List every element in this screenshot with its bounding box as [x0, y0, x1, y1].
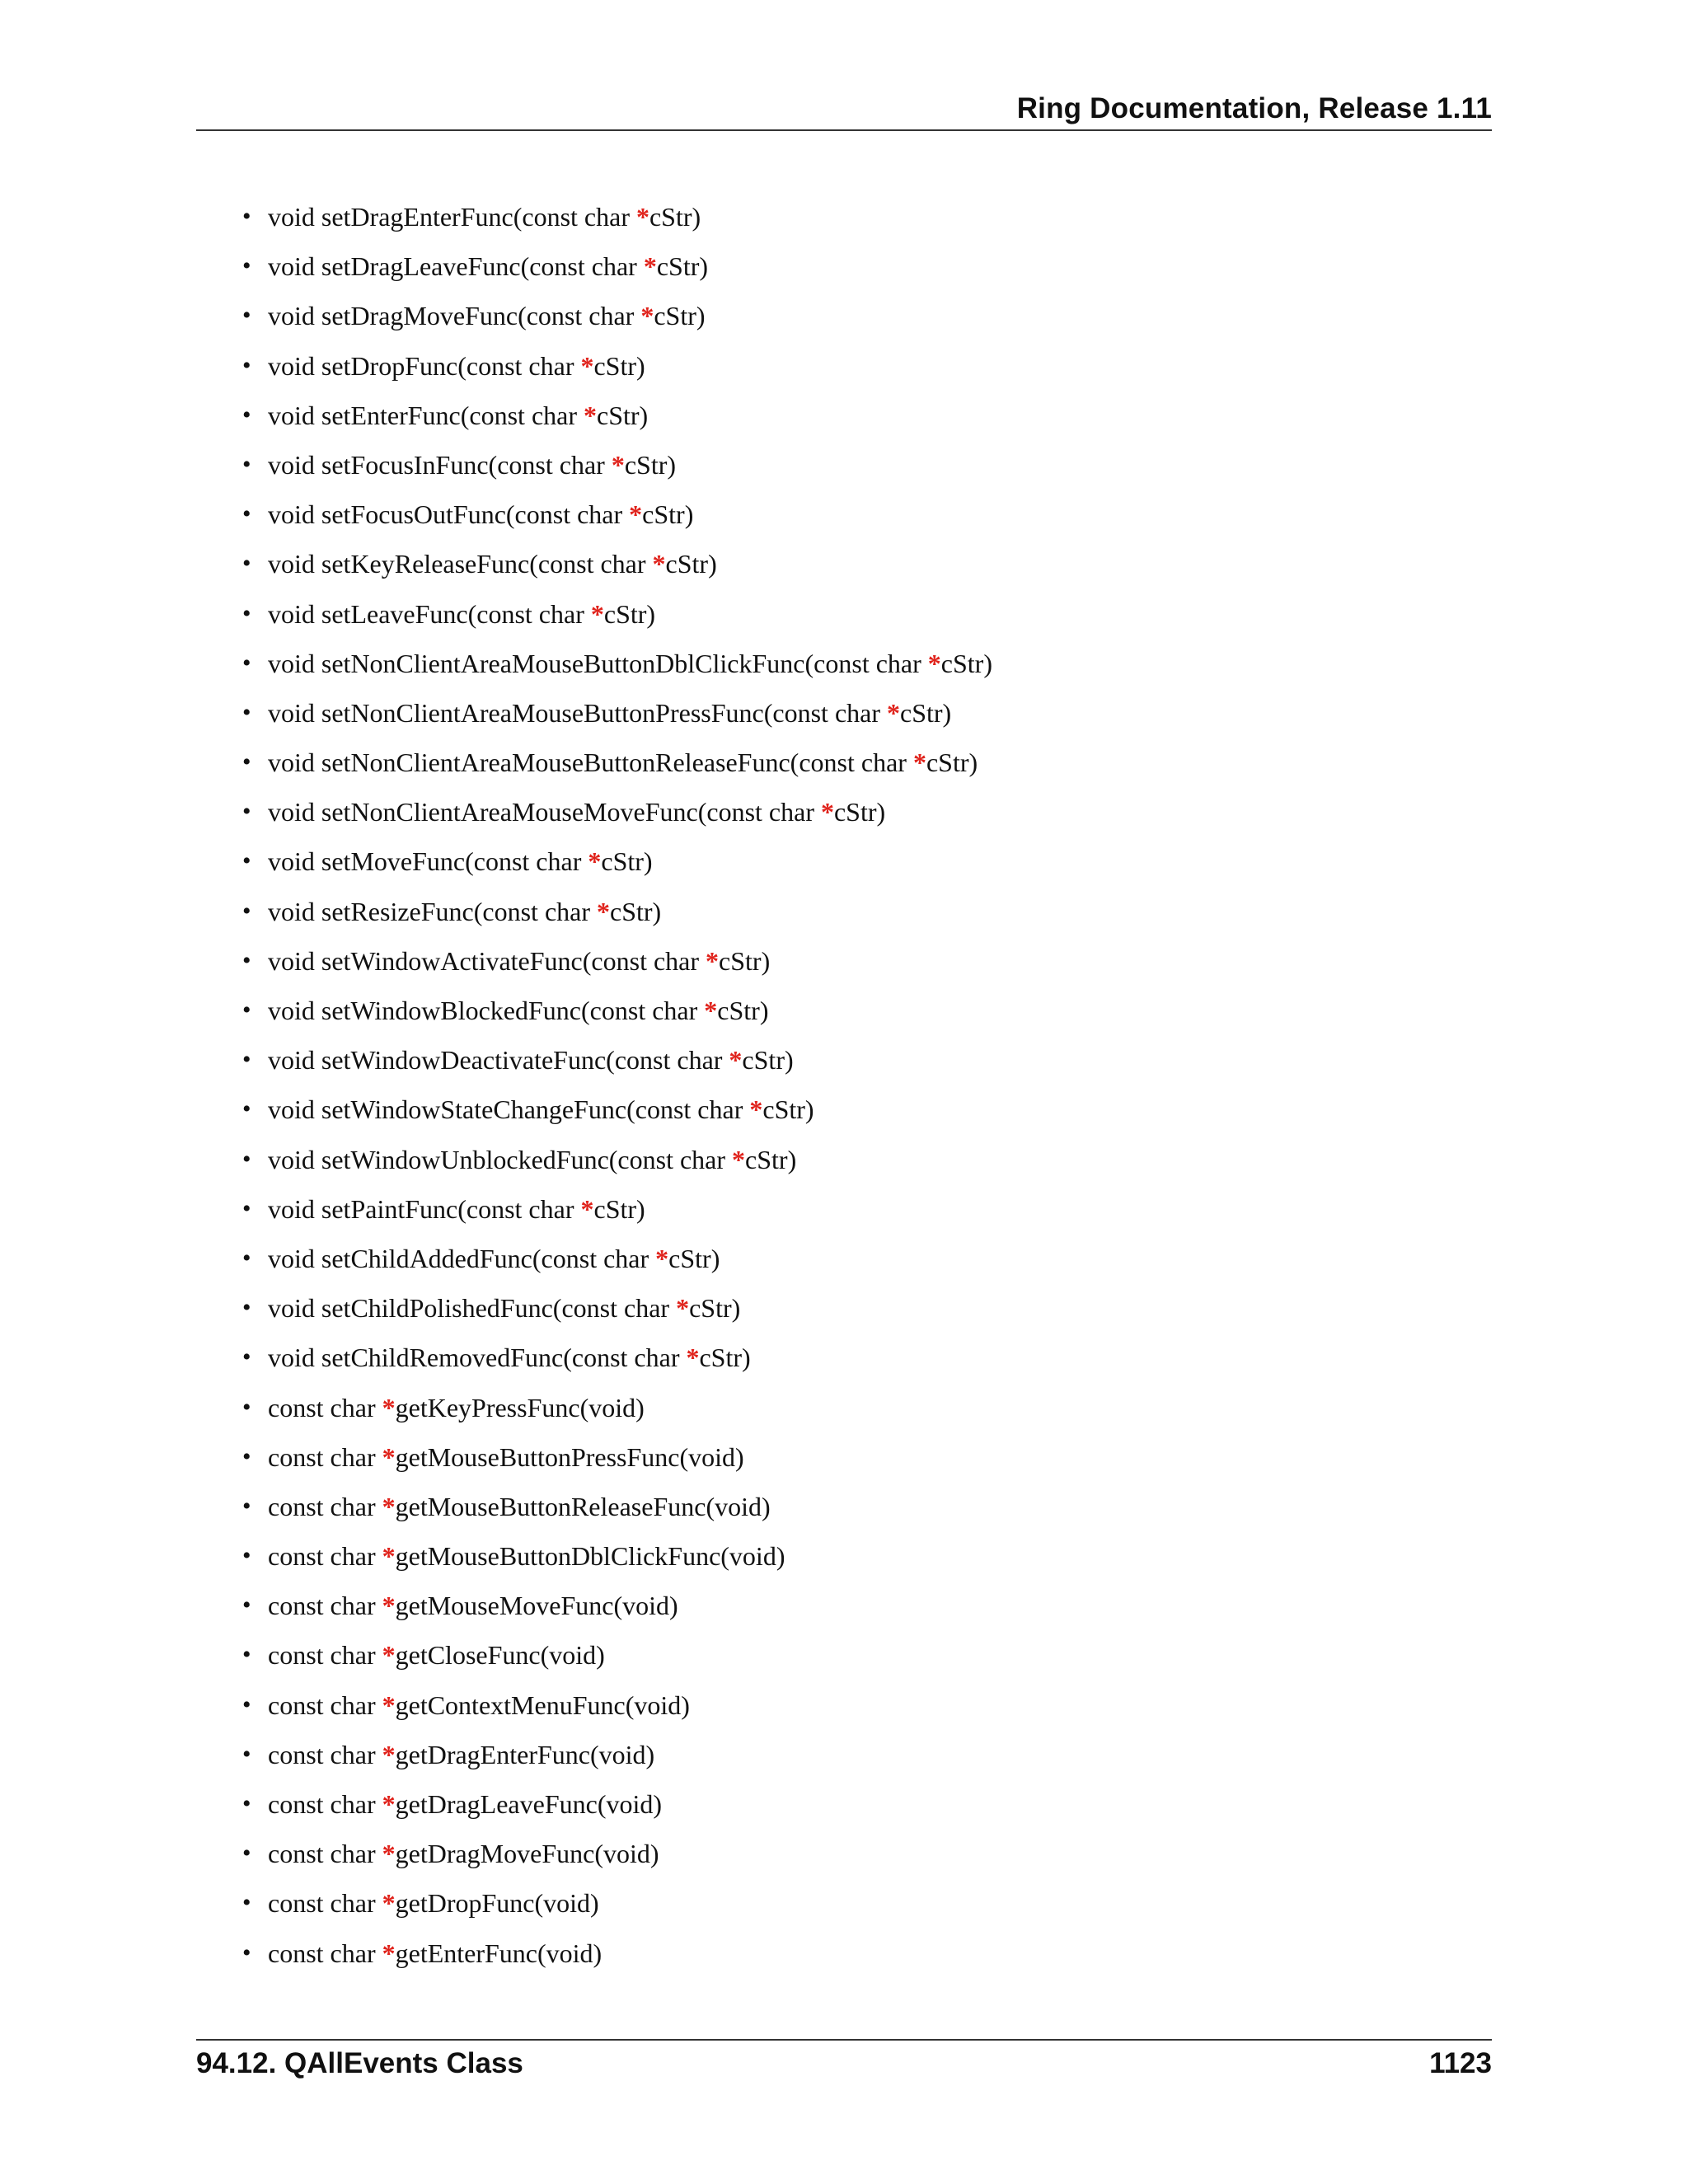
bullet-icon: •: [242, 1244, 251, 1272]
signature-prefix: void setResizeFunc(const char: [268, 896, 597, 926]
pointer-asterisk: *: [580, 1193, 594, 1224]
signature-suffix: getMouseMoveFunc(void): [395, 1591, 678, 1621]
bullet-icon: •: [242, 1492, 251, 1520]
signature-prefix: void setPaintFunc(const char: [268, 1193, 581, 1224]
bullet-icon: •: [242, 1343, 251, 1371]
signature-suffix: cStr): [833, 797, 886, 827]
method-signature: [268, 1680, 690, 1730]
pointer-asterisk: *: [584, 400, 597, 430]
signature-suffix: cStr): [624, 449, 677, 480]
bullet-icon: •: [242, 1046, 251, 1074]
pointer-asterisk: *: [382, 1640, 396, 1671]
method-signature: [268, 688, 951, 738]
signature-suffix: cStr): [699, 1343, 751, 1373]
pointer-asterisk: *: [382, 1441, 396, 1472]
signature-prefix: void setWindowActivateFunc(const char: [268, 945, 706, 976]
pointer-asterisk: *: [749, 1094, 763, 1125]
pointer-asterisk: *: [927, 648, 941, 678]
method-signature: [268, 341, 645, 391]
method-signature: [268, 936, 770, 986]
signature-prefix: void setDragEnterFunc(const char: [268, 202, 636, 232]
method-signature: [268, 539, 717, 588]
bullet-icon: •: [242, 203, 251, 230]
signature-prefix: void setFocusInFunc(const char: [268, 449, 612, 480]
method-signature: [268, 837, 653, 886]
signature-prefix: void setWindowBlockedFunc(const char: [268, 996, 705, 1025]
signature-prefix: const char: [268, 1541, 382, 1572]
pointer-asterisk: *: [629, 499, 643, 530]
method-signature: [268, 1383, 645, 1432]
signature-prefix: const char: [268, 1739, 382, 1769]
bullet-icon: •: [242, 450, 251, 478]
pointer-asterisk: *: [382, 1839, 396, 1869]
footer-divider: [196, 2039, 1492, 2041]
signature-suffix: cStr): [593, 350, 645, 381]
method-signature: [268, 589, 655, 639]
signature-suffix: cStr): [601, 846, 653, 877]
bullet-icon: •: [242, 1294, 251, 1322]
bullet-icon: •: [242, 798, 251, 826]
signature-suffix: getEnterFunc(void): [395, 1938, 603, 1968]
signature-suffix: cStr): [717, 996, 769, 1025]
method-signature: [268, 1283, 740, 1333]
signature-prefix: const char: [268, 1491, 382, 1521]
signature-suffix: getMouseButtonPressFunc(void): [395, 1441, 744, 1472]
bullet-icon: •: [242, 1938, 251, 1966]
bullet-icon: •: [242, 351, 251, 379]
bullet-icon: •: [242, 1690, 251, 1718]
method-signature: [268, 1630, 605, 1680]
page-header-title: Ring Documentation, Release 1.11: [1016, 92, 1492, 124]
method-signature: [268, 1035, 794, 1085]
pointer-asterisk: *: [704, 996, 718, 1025]
signature-prefix: void setWindowDeactivateFunc(const char: [268, 1045, 729, 1076]
signature-prefix: const char: [268, 1888, 382, 1919]
bullet-icon: •: [242, 1740, 251, 1768]
signature-suffix: cStr): [940, 648, 992, 678]
pointer-asterisk: *: [676, 1293, 690, 1324]
signature-prefix: void setLeaveFunc(const char: [268, 598, 591, 629]
pointer-asterisk: *: [611, 449, 625, 480]
signature-prefix: void setDropFunc(const char: [268, 350, 581, 381]
signature-prefix: void setWindowUnblockedFunc(const char: [268, 1144, 733, 1174]
pointer-asterisk: *: [652, 549, 666, 579]
signature-suffix: cStr): [668, 1243, 720, 1273]
pointer-asterisk: *: [382, 1491, 396, 1521]
signature-suffix: cStr): [603, 598, 656, 629]
signature-prefix: void setFocusOutFunc(const char: [268, 499, 630, 530]
pointer-asterisk: *: [640, 301, 654, 331]
signature-suffix: cStr): [926, 748, 978, 778]
pointer-asterisk: *: [597, 896, 610, 926]
signature-suffix: cStr): [610, 896, 662, 926]
method-signature: [268, 639, 992, 688]
method-signature: [268, 490, 693, 539]
signature-suffix: cStr): [665, 549, 717, 579]
signature-prefix: const char: [268, 1392, 382, 1422]
bullet-icon: •: [242, 748, 251, 776]
signature-prefix: const char: [268, 1789, 382, 1819]
bullet-icon: •: [242, 599, 251, 627]
signature-suffix: getDragMoveFunc(void): [395, 1839, 659, 1869]
signature-suffix: cStr): [745, 1144, 797, 1174]
pointer-asterisk: *: [382, 1938, 396, 1968]
bullet-icon: •: [242, 897, 251, 925]
signature-prefix: const char: [268, 1839, 382, 1869]
method-signature: [268, 1135, 796, 1184]
bullet-icon: •: [242, 847, 251, 875]
pointer-asterisk: *: [382, 1541, 396, 1572]
footer-section-title: 94.12. QAllEvents Class: [196, 2047, 523, 2079]
method-signature: [268, 1581, 678, 1630]
pointer-asterisk: *: [686, 1343, 700, 1373]
bullet-icon: •: [242, 698, 251, 726]
bullet-icon: •: [242, 252, 251, 280]
bullet-icon: •: [242, 649, 251, 677]
signature-prefix: void setKeyReleaseFunc(const char: [268, 549, 653, 579]
signature-prefix: const char: [268, 1690, 382, 1720]
method-signature: [268, 1531, 785, 1581]
signature-suffix: getMouseButtonDblClickFunc(void): [395, 1541, 785, 1572]
signature-prefix: void setChildRemovedFunc(const char: [268, 1343, 687, 1373]
bullet-icon: •: [242, 1145, 251, 1173]
pointer-asterisk: *: [635, 202, 649, 232]
signature-prefix: void setWindowStateChangeFunc(const char: [268, 1094, 750, 1125]
method-signature: [268, 986, 768, 1035]
pointer-asterisk: *: [382, 1591, 396, 1621]
method-signature: [268, 291, 706, 340]
signature-suffix: cStr): [719, 945, 771, 976]
method-signature: [268, 1234, 720, 1283]
bullet-icon: •: [242, 1840, 251, 1868]
method-signature: [268, 1730, 654, 1779]
method-signature: [268, 192, 701, 241]
pointer-asterisk: *: [729, 1045, 743, 1076]
pointer-asterisk: *: [912, 748, 926, 778]
footer-page-number: 1123: [1429, 2047, 1492, 2079]
signature-suffix: getKeyPressFunc(void): [395, 1392, 645, 1422]
signature-suffix: cStr): [597, 400, 649, 430]
signature-suffix: cStr): [642, 499, 694, 530]
bullet-icon: •: [242, 550, 251, 578]
method-signature: [268, 241, 708, 291]
bullet-icon: •: [242, 1889, 251, 1917]
signature-prefix: const char: [268, 1938, 382, 1968]
bullet-icon: •: [242, 1442, 251, 1470]
method-signature: [268, 1878, 599, 1928]
bullet-icon: •: [242, 1641, 251, 1669]
signature-suffix: cStr): [654, 301, 706, 331]
pointer-asterisk: *: [588, 846, 602, 877]
bullet-icon: •: [242, 1542, 251, 1570]
method-signature: [268, 1779, 662, 1829]
signature-suffix: getDragEnterFunc(void): [395, 1739, 655, 1769]
signature-prefix: const char: [268, 1640, 382, 1671]
signature-suffix: getDragLeaveFunc(void): [395, 1789, 663, 1819]
method-signature: [268, 1085, 814, 1134]
bullet-icon: •: [242, 1095, 251, 1123]
signature-prefix: void setDragLeaveFunc(const char: [268, 251, 644, 282]
method-signature: [268, 440, 676, 490]
bullet-icon: •: [242, 996, 251, 1024]
pointer-asterisk: *: [382, 1392, 396, 1422]
pointer-asterisk: *: [382, 1739, 396, 1769]
bullet-icon: •: [242, 1194, 251, 1222]
pointer-asterisk: *: [643, 251, 657, 282]
bullet-icon: •: [242, 1591, 251, 1619]
pointer-asterisk: *: [382, 1789, 396, 1819]
method-signature: [268, 787, 885, 837]
signature-suffix: cStr): [742, 1045, 794, 1076]
signature-prefix: void setNonClientAreaMouseMoveFunc(const char: [268, 797, 821, 827]
method-signature: [268, 1333, 751, 1382]
pointer-asterisk: *: [382, 1888, 396, 1919]
method-signature: [268, 1432, 744, 1482]
pointer-asterisk: *: [706, 945, 720, 976]
signature-prefix: void setEnterFunc(const char: [268, 400, 584, 430]
signature-prefix: const char: [268, 1441, 382, 1472]
method-signature: [268, 887, 661, 936]
method-signature: [268, 1929, 602, 1978]
pointer-asterisk: *: [382, 1690, 396, 1720]
signature-suffix: cStr): [656, 251, 709, 282]
signature-prefix: void setNonClientAreaMouseButtonPressFunc(const char: [268, 697, 887, 728]
bullet-icon: •: [242, 500, 251, 528]
bullet-icon: •: [242, 946, 251, 974]
pointer-asterisk: *: [732, 1144, 746, 1174]
signature-suffix: getMouseButtonReleaseFunc(void): [395, 1491, 771, 1521]
bullet-icon: •: [242, 302, 251, 330]
pointer-asterisk: *: [820, 797, 834, 827]
signature-prefix: void setNonClientAreaMouseButtonReleaseFunc(const char: [268, 748, 913, 778]
signature-suffix: cStr): [649, 202, 701, 232]
signature-suffix: cStr): [593, 1193, 645, 1224]
signature-suffix: getContextMenuFunc(void): [395, 1690, 690, 1720]
signature-prefix: void setNonClientAreaMouseButtonDblClickFunc(const char: [268, 648, 928, 678]
pointer-asterisk: *: [590, 598, 604, 629]
header-divider: [196, 129, 1492, 131]
method-signature: [268, 1482, 771, 1531]
pointer-asterisk: *: [580, 350, 594, 381]
signature-prefix: void setMoveFunc(const char: [268, 846, 588, 877]
bullet-icon: •: [242, 401, 251, 429]
signature-suffix: cStr): [762, 1094, 814, 1125]
signature-suffix: cStr): [689, 1293, 741, 1324]
method-signature: [268, 1184, 645, 1234]
method-signature: [268, 1829, 659, 1878]
method-signature: [268, 738, 978, 787]
pointer-asterisk: *: [887, 697, 900, 728]
bullet-icon: •: [242, 1393, 251, 1421]
signature-prefix: void setChildPolishedFunc(const char: [268, 1293, 677, 1324]
bullet-icon: •: [242, 1790, 251, 1817]
method-signature: [268, 391, 648, 440]
signature-prefix: void setDragMoveFunc(const char: [268, 301, 641, 331]
signature-suffix: getDropFunc(void): [395, 1888, 599, 1919]
signature-suffix: cStr): [900, 697, 952, 728]
pointer-asterisk: *: [655, 1243, 669, 1273]
signature-prefix: void setChildAddedFunc(const char: [268, 1243, 656, 1273]
signature-prefix: const char: [268, 1591, 382, 1621]
signature-suffix: getCloseFunc(void): [395, 1640, 605, 1671]
